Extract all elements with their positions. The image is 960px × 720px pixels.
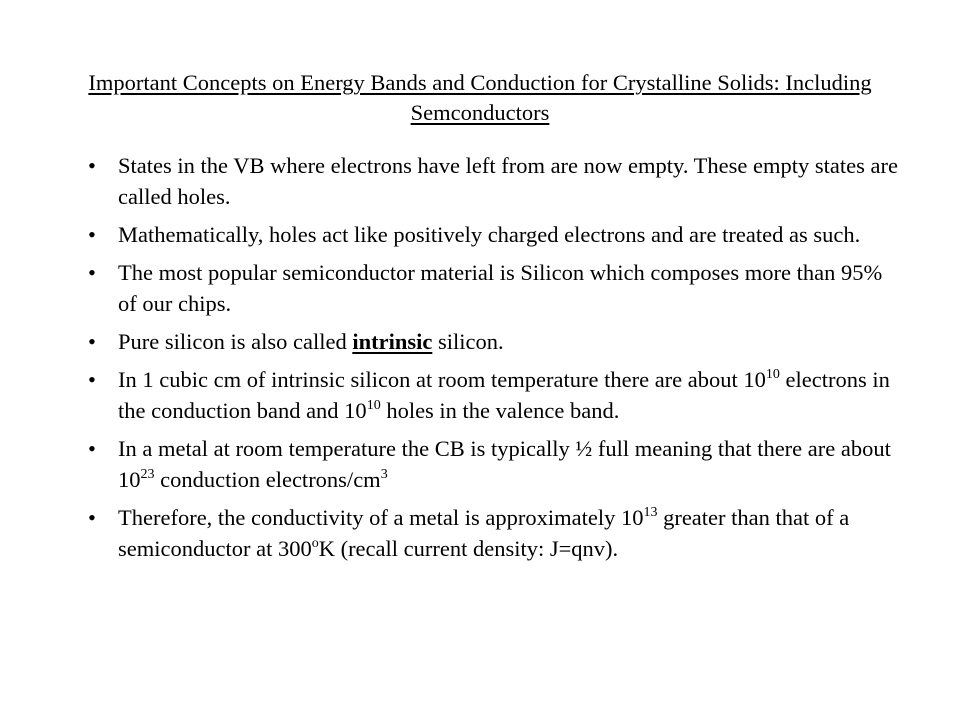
bullet-item — [88, 364, 898, 426]
bullet-item — [88, 502, 898, 564]
emphasized-term: intrinsic — [352, 329, 433, 354]
text-segment: silicon. — [432, 329, 504, 354]
bullet-text — [118, 153, 898, 209]
bullet-text — [118, 260, 882, 316]
bullet-text — [118, 436, 891, 492]
bullet-marker: • — [88, 436, 96, 461]
text-segment: In 1 cubic cm of intrinsic silicon at room temperature there are about 10 — [118, 367, 766, 392]
bullet-marker: • — [88, 153, 96, 178]
bullet-marker: • — [88, 505, 96, 530]
superscript: 23 — [140, 467, 155, 482]
text-segment: Pure silicon is also called — [118, 329, 353, 354]
bullet-item — [88, 326, 898, 357]
text-segment: holes in the valence band. — [380, 398, 620, 423]
bullet-item — [88, 219, 898, 250]
bullet-text — [118, 329, 504, 354]
superscript: o — [311, 536, 319, 551]
bullet-text — [118, 505, 849, 561]
text-segment: electrons in the conduction band and 10 — [118, 367, 890, 423]
text-segment: conduction electrons/cm — [154, 467, 381, 492]
bullet-text — [118, 222, 860, 247]
superscript: 10 — [765, 367, 780, 382]
bullet-marker: • — [88, 367, 96, 392]
text-segment: States in the VB where electrons have left from are now empty. These empty states are called holes. — [118, 153, 898, 209]
superscript: 3 — [380, 467, 388, 482]
bullet-marker: • — [88, 222, 96, 247]
text-segment: Therefore, the conductivity of a metal is approximately 10 — [118, 505, 644, 530]
bullet-item — [88, 257, 898, 319]
slide-title: Important Concepts on Energy Bands and Conduction for Crystalline Solids: Including Semconductors — [88, 70, 872, 125]
superscript: 10 — [366, 398, 381, 413]
bullet-marker: • — [88, 260, 96, 285]
bullet-item — [88, 150, 898, 212]
bullet-list — [88, 150, 898, 571]
text-segment: The most popular semiconductor material is Silicon which composes more than 95% of our chips. — [118, 260, 883, 316]
superscript: 13 — [643, 505, 658, 520]
bullet-marker: • — [88, 329, 96, 354]
bullet-item — [88, 433, 898, 495]
text-segment: In a metal at room temperature the CB is typically ½ full meaning that there are about 10 — [118, 436, 891, 492]
bullet-text — [118, 367, 890, 423]
text-segment: Mathematically, holes act like positively charged electrons and are treated as such. — [118, 222, 861, 247]
text-segment: greater than that of a semiconductor at 300 — [118, 505, 850, 561]
text-segment: K (recall current density: J=qnv). — [318, 536, 619, 561]
